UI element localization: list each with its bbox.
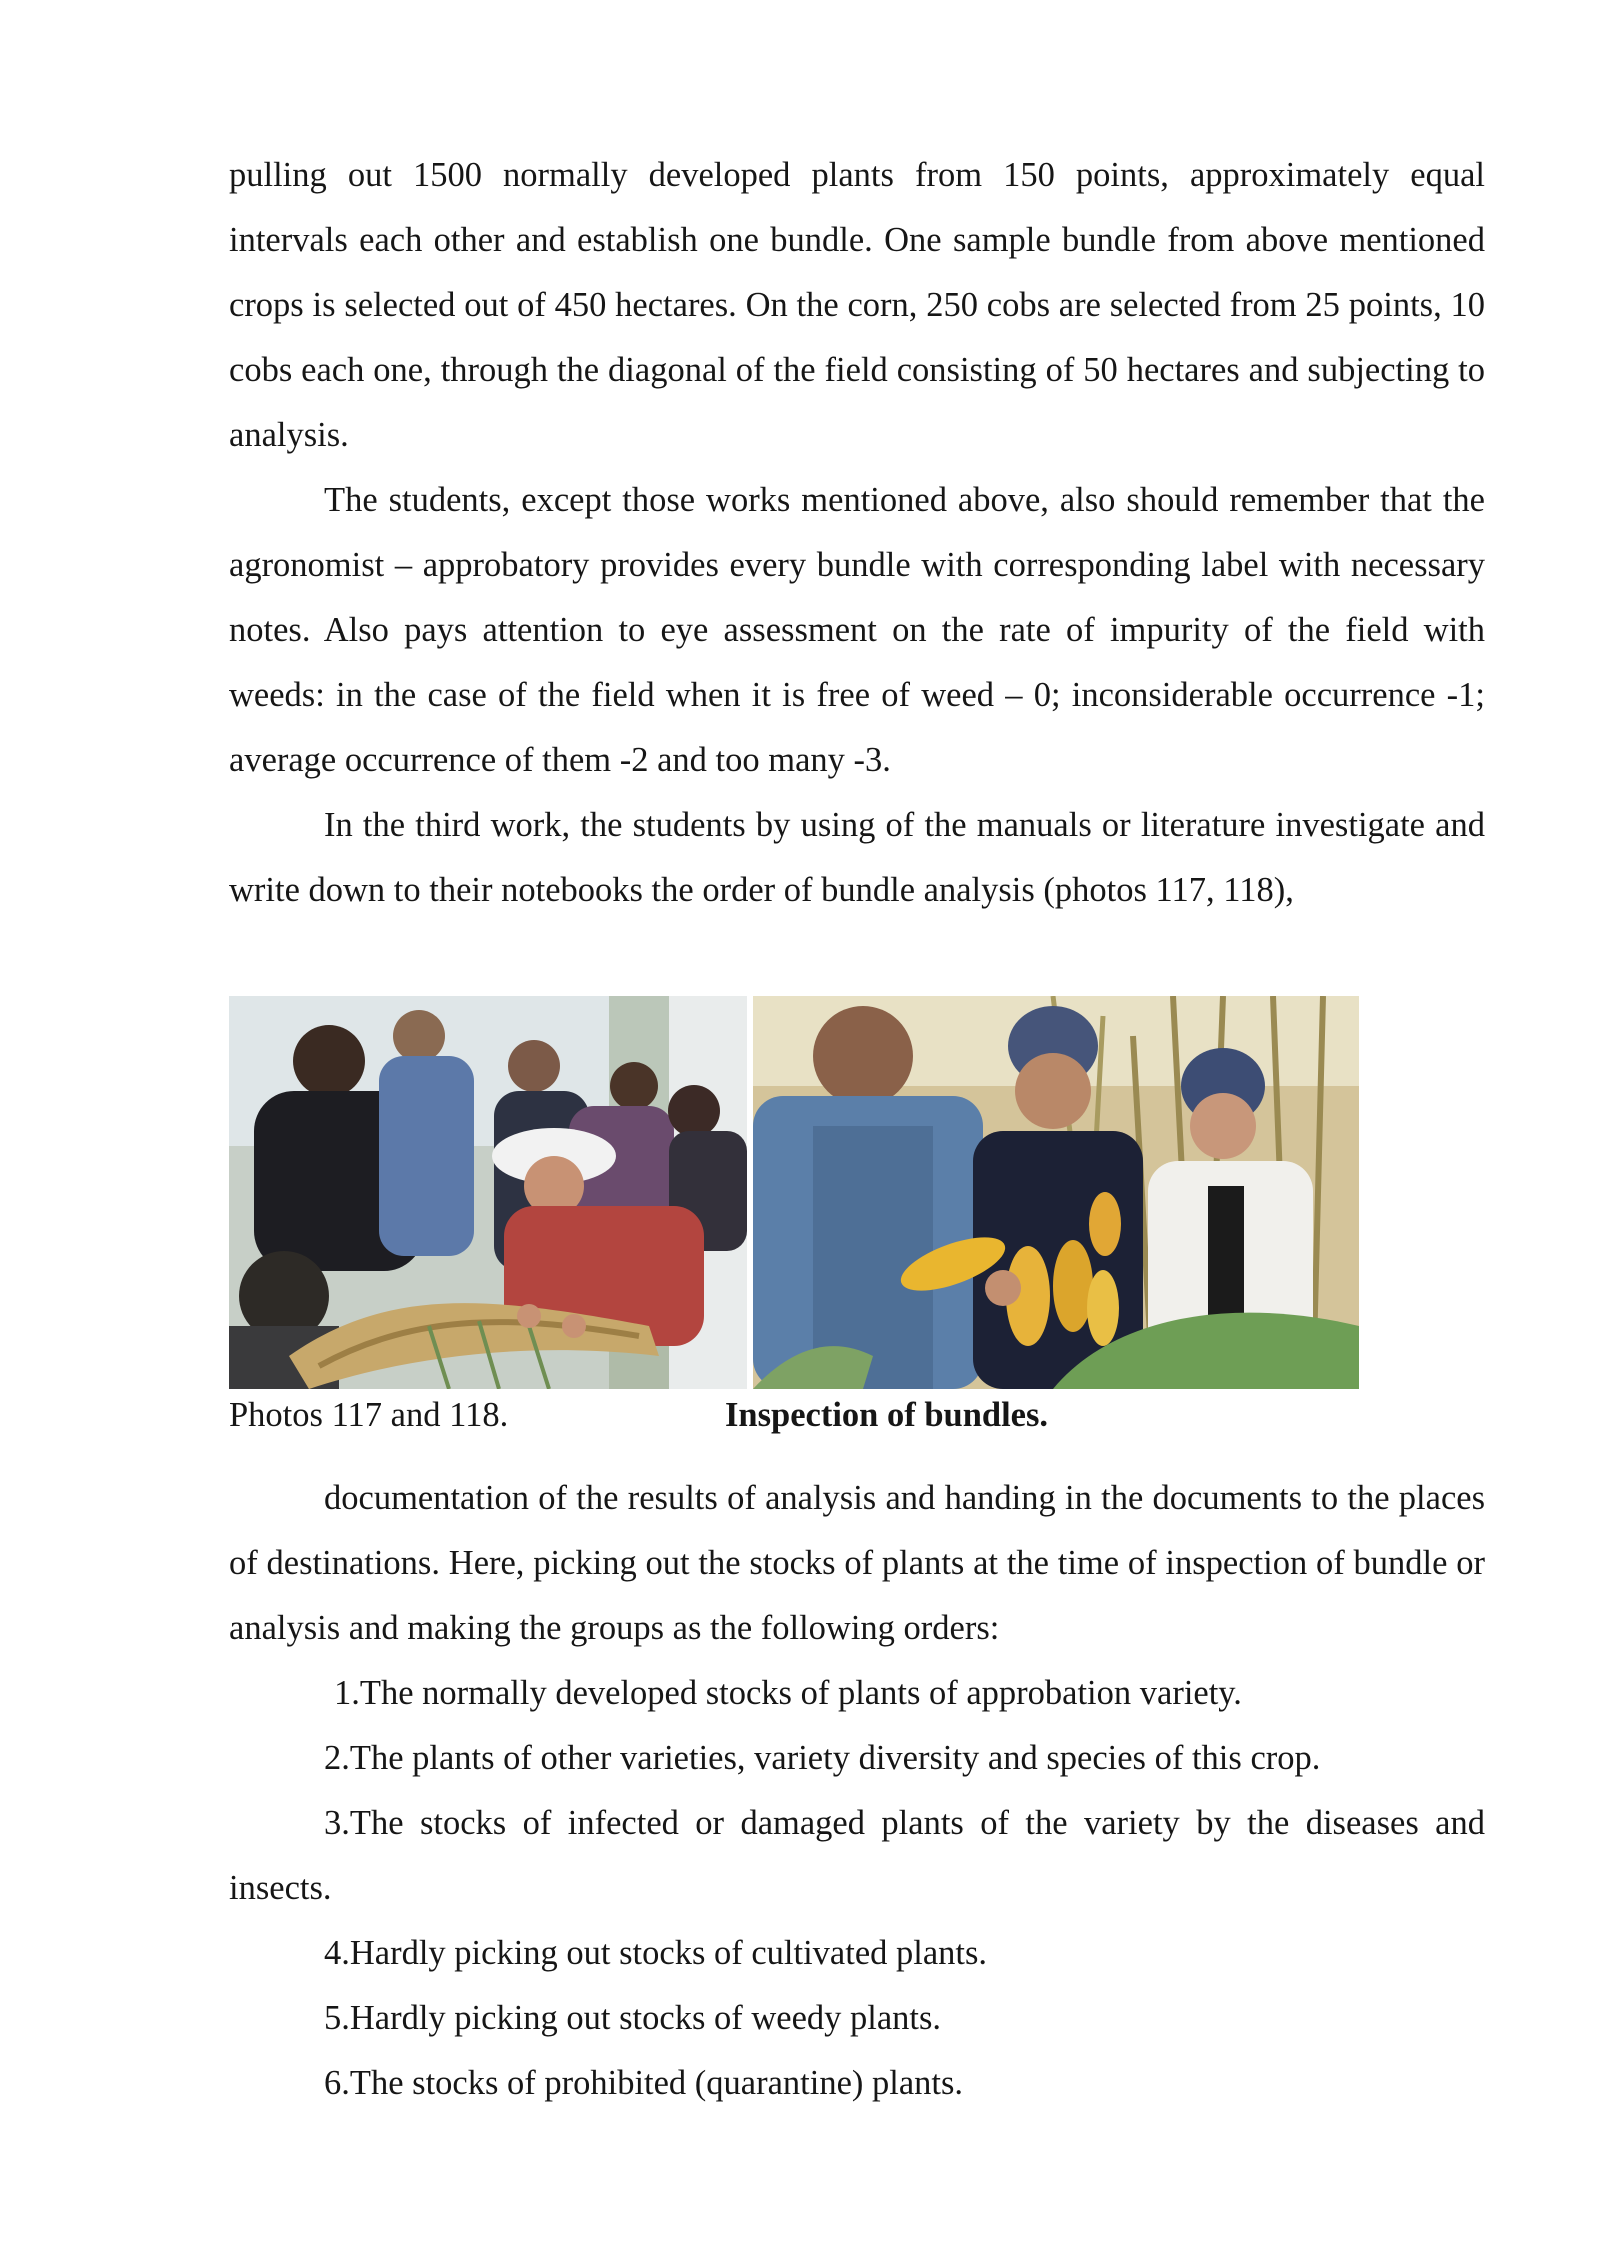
list-item-2: 2.The plants of other varieties, variety diversity and species of this crop.	[324, 1739, 1321, 1777]
caption-label: Photos 117 and 118.	[229, 1396, 509, 1434]
list-item-3: 3.The stocks of infected or damaged plants of the variety by the diseases and insects.	[229, 1804, 1485, 1907]
lower-text	[229, 1466, 1485, 2116]
paragraph-3: In the third work, the students by using of the manuals or literature investigate and write down to their notebooks the order of bundle analysis (photos 117, 118),	[229, 806, 1485, 909]
paragraph-1: pulling out 1500 normally developed plants from 150 points, approximately equal intervals each other and establish one bundle. One sample bundle from above mentioned crops is selected out of 450 hectares. On the corn, 250 cobs are selected from 25 points, 10 cobs each one, through the diagonal of the field consisting of 50 hectares and subjecting to analysis.	[229, 156, 1485, 454]
photo-118	[753, 996, 1359, 1389]
paragraph-2: The students, except those works mentioned above, also should remember that the agronomist – approbatory provides every bundle with corresponding label with necessary notes. Also pays attention to eye assessment on the rate of impurity of the field with weeds: in the case of the field when it is free of weed – 0; inconsiderable occurrence -1; average occurrence of them -2 and too many -3.	[229, 481, 1485, 779]
list-item-5: 5.Hardly picking out stocks of weedy plants.	[324, 1999, 942, 2037]
list-item-6: 6.The stocks of prohibited (quarantine) plants.	[324, 2064, 964, 2102]
photo-117-image	[229, 996, 747, 1389]
upper-text	[229, 143, 1485, 923]
photo-strip	[229, 996, 1359, 1389]
photo-117	[229, 996, 747, 1389]
paragraph-4: documentation of the results of analysis and handing in the documents to the places of destinations. Here, picking out the stocks of plants at the time of inspection of bundle or analysis and making the groups as the following orders:	[229, 1479, 1485, 1647]
photo-118-image	[753, 996, 1359, 1389]
list-item-1: 1.The normally developed stocks of plants of approbation variety.	[334, 1674, 1242, 1712]
list-item-4: 4.Hardly picking out stocks of cultivated plants.	[324, 1934, 988, 1972]
photo-caption	[229, 1390, 1485, 1440]
caption-title: Inspection of bundles.	[725, 1396, 1049, 1434]
